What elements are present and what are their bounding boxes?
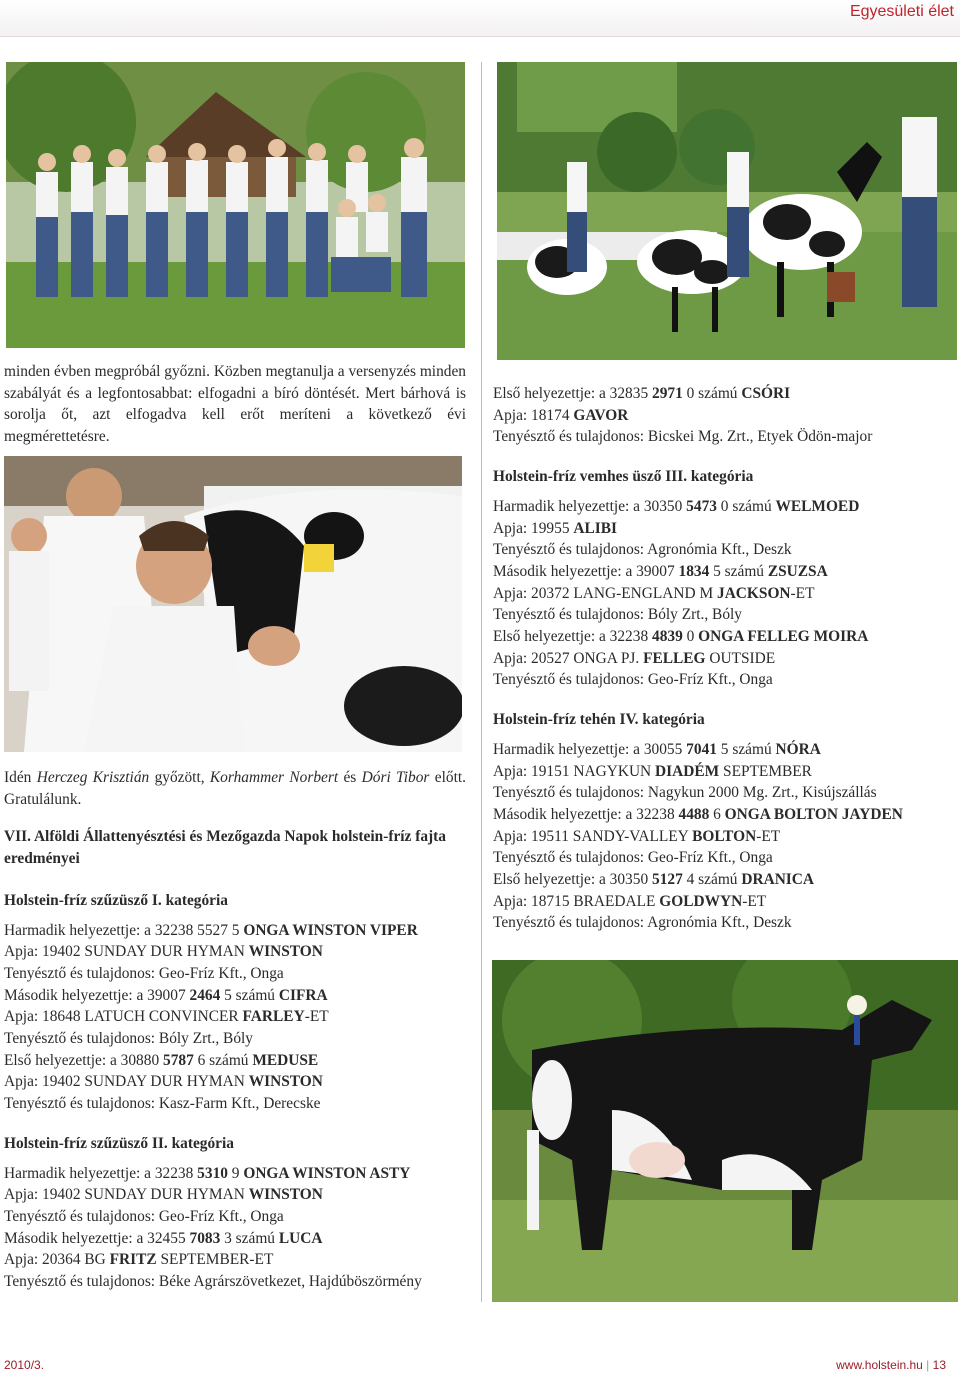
cat1-third-place: Harmadik helyezettje: a 32238 5527 5 ONGA WINSTON VIPER [4, 921, 418, 939]
group-photo [6, 62, 465, 348]
cat2-third-breeder: Tenyésztő és tulajdonos: Geo-Fríz Kft., Onga [4, 1207, 284, 1225]
page-number: 13 [932, 1358, 946, 1372]
cat2-third-sire: Apja: 19402 SUNDAY DUR HYMAN WINSTON [4, 1186, 323, 1204]
cat3-first-breeder: Tenyésztő és tulajdonos: Geo-Fríz Kft., Onga [493, 671, 773, 689]
column-divider [481, 62, 482, 1302]
website-link[interactable]: www.holstein.hu [836, 1358, 923, 1372]
cat3-second-sire: Apja: 20372 LANG-ENGLAND M JACKSON-ET [493, 584, 815, 602]
cat1-second-sire: Apja: 18648 LATUCH CONVINCER FARLEY-ET [4, 1008, 329, 1026]
cat3-third-place: Harmadik helyezettje: a 30350 5473 0 számú WELMOED [493, 497, 860, 515]
cat1-third-sire: Apja: 19402 SUNDAY DUR HYMAN WINSTON [4, 943, 323, 961]
intro-paragraph: minden évben megpróbál győzni. Közben megtanulja a versenyzés minden szabályát és a legfontosabbat: elfogadni a bíró döntését. Mert bárhová is sorolja őt, azt elfogadva kell erőt meríteni a következő évi megmérettetésre. [4, 363, 466, 446]
cat4-third-breeder: Tenyésztő és tulajdonos: Nagykun 2000 Mg. Zrt., Kisújszállás [493, 784, 877, 802]
page-header [0, 0, 960, 37]
cat1-second-breeder: Tenyésztő és tulajdonos: Bóly Zrt., Bóly [4, 1030, 253, 1048]
cows-photo [497, 62, 957, 360]
cat4-first-sire: Apja: 18715 BRAEDALE GOLDWYN-ET [493, 892, 767, 910]
issue-number: 2010/3. [4, 1358, 45, 1372]
cat2-second-place: Második helyezettje: a 32455 7083 3 számú LUCA [4, 1229, 323, 1247]
cat1-second-place: Második helyezettje: a 39007 2464 5 számú CIFRA [4, 986, 328, 1004]
cat3-first-place: Első helyezettje: a 32238 4839 0 ONGA FELLEG MOIRA [493, 628, 869, 646]
cat2-first-sire: Apja: 18174 GAVOR [493, 406, 629, 424]
cat4-first-place: Első helyezettje: a 30350 5127 4 számú DRANICA [493, 871, 815, 889]
cat2-second-sire: Apja: 20364 BG FRITZ SEPTEMBER-ET [4, 1251, 274, 1269]
section-title: Egyesületi élet [849, 3, 954, 20]
cat4-second-place: Második helyezettje: a 32238 4488 6 ONGA BOLTON JAYDEN [493, 805, 903, 823]
results-title: VII. Alföldi Állattenyésztési és Mezőgazda Napok holstein-fríz fajta eredményei [4, 828, 446, 868]
cat3-first-sire: Apja: 20527 ONGA PJ. FELLEG OUTSIDE [493, 649, 776, 667]
footer-right: www.holstein.hu | 13 [836, 1358, 946, 1372]
cat4-third-sire: Apja: 19151 NAGYKUN DIADÉM SEPTEMBER [493, 762, 812, 780]
cat4-second-sire: Apja: 19511 SANDY-VALLEY BOLTON-ET [493, 827, 781, 845]
cat2-first-breeder: Tenyésztő és tulajdonos: Bicskei Mg. Zrt., Etyek Ödön-major [493, 428, 873, 446]
cat3-third-breeder: Tenyésztő és tulajdonos: Agronómia Kft., Deszk [493, 541, 792, 559]
cat2-first-place: Első helyezettje: a 32835 2971 0 számú CSÓRI [493, 385, 791, 402]
cat4-third-place: Harmadik helyezettje: a 30055 7041 5 számú NÓRA [493, 740, 821, 758]
young-breeders-photo [4, 456, 462, 752]
cat2-second-breeder: Tenyésztő és tulajdonos: Béke Agrárszövetkezet, Hajdúböszörmény [4, 1273, 422, 1291]
cat3-second-place: Második helyezettje: a 39007 1834 5 számú ZSUZSA [493, 562, 828, 580]
cat4-first-breeder: Tenyésztő és tulajdonos: Agronómia Kft., Deszk [493, 914, 792, 932]
cat4-heading: Holstein-fríz tehén IV. kategória [493, 711, 705, 729]
cat1-third-breeder: Tenyésztő és tulajdonos: Geo-Fríz Kft., Onga [4, 964, 284, 982]
cat2-heading: Holstein-fríz szűzüsző II. kategória [4, 1134, 234, 1152]
cat3-third-sire: Apja: 19955 ALIBI [493, 519, 617, 537]
cat4-second-breeder: Tenyésztő és tulajdonos: Geo-Fríz Kft., Onga [493, 849, 773, 867]
cow-photo [492, 960, 958, 1302]
cat3-second-breeder: Tenyésztő és tulajdonos: Bóly Zrt., Bóly [493, 606, 742, 624]
cat1-first-sire: Apja: 19402 SUNDAY DUR HYMAN WINSTON [4, 1073, 323, 1091]
photo-caption: Idén Herczeg Krisztián győzött, Korhammer Norbert és Dóri Tibor előtt. Gratulálunk. [4, 769, 466, 808]
cat3-heading: Holstein-fríz vemhes üsző III. kategória [493, 468, 754, 486]
cat1-heading: Holstein-fríz szűzüsző I. kategória [4, 891, 228, 909]
cat2-third-place: Harmadik helyezettje: a 32238 5310 9 ONGA WINSTON ASTY [4, 1164, 411, 1182]
cat1-first-breeder: Tenyésztő és tulajdonos: Kasz-Farm Kft., Derecske [4, 1095, 321, 1113]
cat1-first-place: Első helyezettje: a 30880 5787 6 számú MEDUSE [4, 1051, 319, 1069]
